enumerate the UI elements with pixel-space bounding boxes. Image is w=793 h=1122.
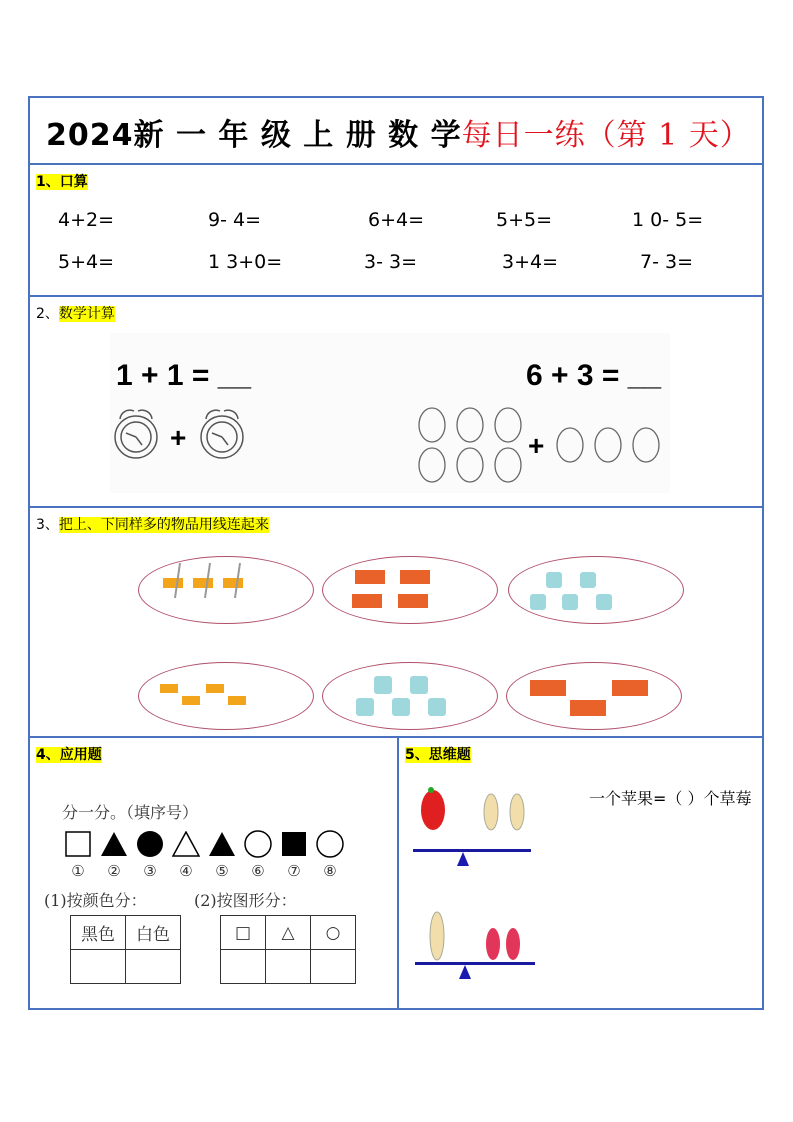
section-5-label: 5、思维题: [405, 747, 471, 763]
section-math-calc: [30, 297, 762, 508]
section-1-label: 1、口算: [36, 174, 88, 190]
square-answer-cell[interactable]: [221, 950, 266, 984]
page-title: 2024新 一 年 级 上 册 数 学每日一练（第 1 天）: [46, 118, 751, 153]
thinking-question: 一个苹果=（ ）个草莓: [589, 789, 752, 808]
white-answer-cell[interactable]: [126, 950, 181, 984]
section-thinking: [399, 738, 762, 1010]
equation: 5+5=: [496, 209, 553, 231]
circle-outline-icon: [244, 830, 272, 858]
by-color-label: (1)按颜色分：: [44, 891, 147, 910]
section-oral-calc: [30, 165, 762, 297]
title-row: [30, 98, 762, 165]
strawberries-icon: [416, 403, 676, 489]
triangle-answer-cell[interactable]: [266, 950, 311, 984]
equation: 1 3+0=: [208, 251, 283, 273]
equation: 3+4=: [502, 251, 559, 273]
square-outline-icon: [64, 830, 92, 858]
triangle-filled-icon: [100, 830, 128, 858]
shape-numbers: ① ② ③ ④ ⑤ ⑥ ⑦ ⑧: [71, 862, 337, 880]
svg-text:+: +: [528, 430, 545, 461]
equation: 1 0- 5=: [632, 209, 704, 231]
matching-items-icons: [30, 508, 762, 736]
section-3-label: 3、把上、下同样多的物品用线连起来: [36, 517, 269, 533]
scale-beam: [413, 849, 531, 852]
fulcrum-icon: [457, 852, 469, 866]
equation: 7- 3=: [640, 251, 693, 273]
scale-apple-pears-icon: [413, 784, 543, 846]
triangle-filled-icon: [208, 830, 236, 858]
by-shape-label: (2)按图形分：: [194, 891, 297, 910]
black-answer-cell[interactable]: [71, 950, 126, 984]
scale-beam: [415, 962, 535, 965]
shape-sort-table: □ △ ○: [220, 915, 356, 984]
title-red-part: 每日一练（第 1 天）: [461, 118, 751, 153]
shapes-row: [64, 830, 344, 858]
equation: 9- 4=: [208, 209, 261, 231]
equation: 4+2=: [58, 209, 115, 231]
section-matching: [30, 508, 762, 738]
equation: 5+4=: [58, 251, 115, 273]
equation-2: 6 + 3 = __: [526, 359, 662, 392]
circle-filled-icon: [136, 830, 164, 858]
sort-prompt: 分一分。（填序号）: [62, 803, 199, 822]
equation: 3- 3=: [364, 251, 417, 273]
alarm-clocks-icon: [112, 405, 272, 463]
equation: 6+4=: [368, 209, 425, 231]
svg-text:+: +: [170, 422, 187, 453]
calc-illustration: [110, 333, 670, 493]
worksheet: [28, 96, 764, 1010]
color-sort-table: 黑色 白色: [70, 915, 181, 984]
circle-answer-cell[interactable]: [311, 950, 356, 984]
triangle-outline-icon: [172, 830, 200, 858]
bottom-row: [30, 738, 762, 1010]
square-filled-icon: [280, 830, 308, 858]
equation-1: 1 + 1 = __: [116, 359, 252, 392]
section-2-label: 2、数学计算: [36, 306, 115, 322]
circle-outline-icon: [316, 830, 344, 858]
scale-pear-strawberries-icon: [415, 904, 545, 966]
section-4-label: 4、应用题: [36, 747, 102, 763]
fulcrum-icon: [459, 965, 471, 979]
